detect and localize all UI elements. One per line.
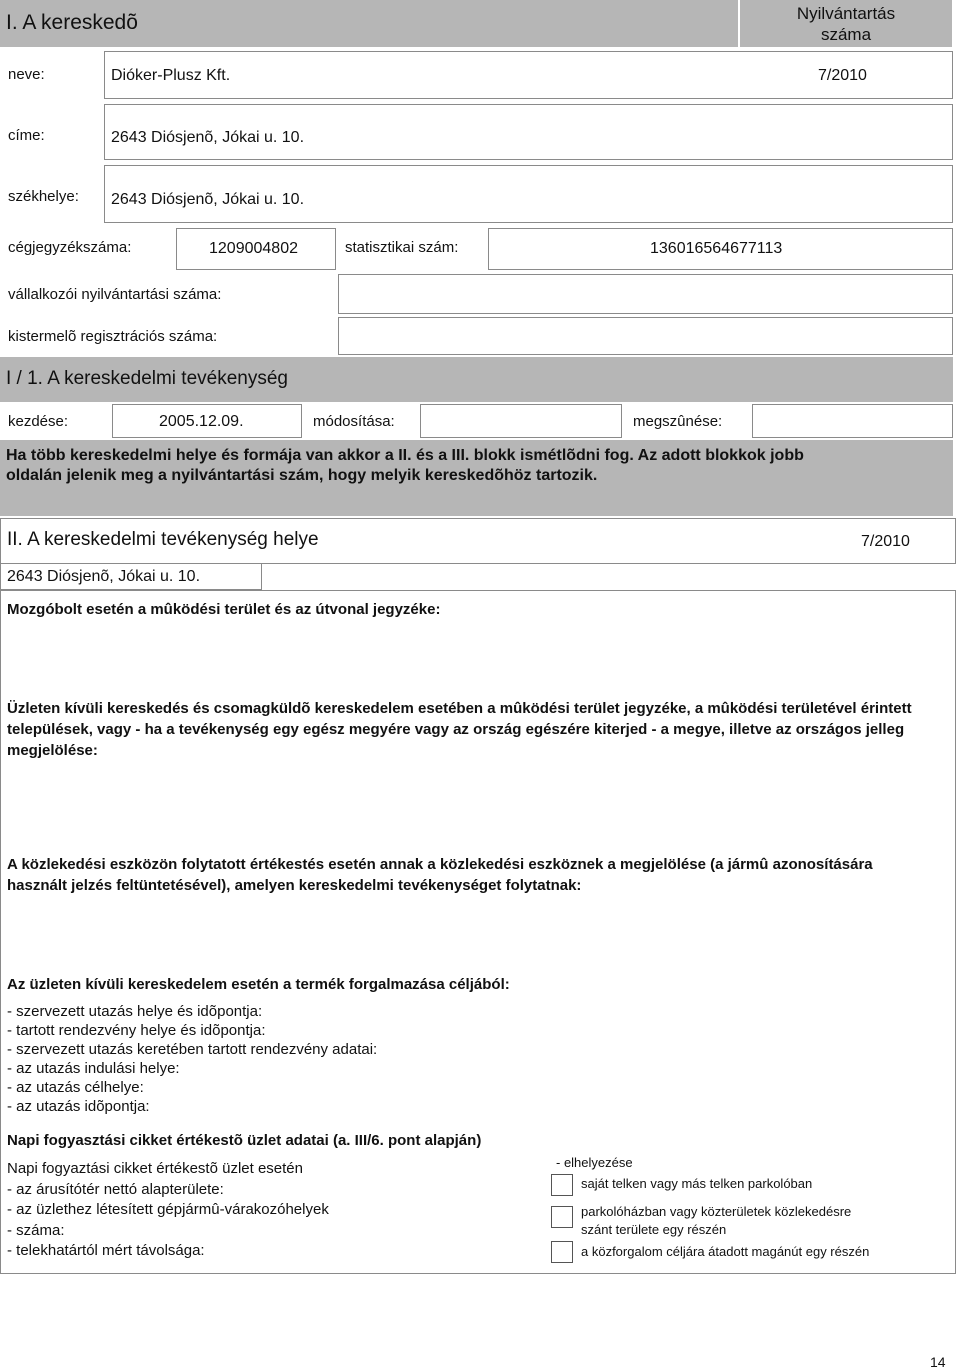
- end-label: megszûnése:: [633, 413, 723, 430]
- list-item: - az utazás célhelye:: [7, 1079, 144, 1096]
- list-item: - szervezett utazás helye és idõpontja:: [7, 1003, 263, 1020]
- reg-number-value: 7/2010: [818, 67, 867, 84]
- reg-label-line2: száma: [820, 25, 872, 44]
- modify-field: [420, 404, 622, 438]
- seat-value: 2643 Diósjenõ, Jókai u. 10.: [111, 191, 305, 208]
- seat-label: székhelye:: [8, 188, 79, 205]
- stat-value: 136016564677113: [650, 240, 783, 257]
- stat-label: statisztikai szám:: [345, 239, 459, 256]
- store-title: Napi fogyasztási cikket értékestõ üzlet adatai (a. III/6. pont alapján): [7, 1132, 482, 1149]
- activity-title: I / 1. A kereskedelmi tevékenység: [6, 368, 288, 389]
- name-field: [104, 51, 953, 99]
- start-label: kezdése:: [8, 413, 69, 430]
- list-item: Napi fogyaztási cikket értékestõ üzlet esetén: [7, 1160, 303, 1177]
- location-address-field: [0, 564, 262, 590]
- list-item: - tartott rendezvény helye és idõpontja:: [7, 1022, 266, 1039]
- start-field: [112, 404, 302, 438]
- entrepreneur-label: vállalkozói nyilvántartási száma:: [8, 286, 222, 303]
- list-item: - telekhatártól mért távolsága:: [7, 1242, 205, 1259]
- start-value: 2005.12.09.: [159, 413, 244, 430]
- list-item: - az árusítótér nettó alapterülete:: [7, 1180, 224, 1198]
- location-details: [0, 590, 956, 1274]
- end-field: [752, 404, 953, 438]
- store-left-list: [7, 1159, 329, 1262]
- company-reg-field: [176, 228, 336, 270]
- address-value: 2643 Diósjenõ, Jókai u. 10.: [111, 129, 305, 146]
- page-number: 14: [930, 1354, 946, 1370]
- placement-label: - elhelyezése: [556, 1155, 633, 1170]
- promo-title: Az üzleten kívüli kereskedelem esetén a termék forgalmazása céljából:: [7, 976, 510, 993]
- farmer-field: [338, 317, 953, 355]
- name-label: neve:: [8, 66, 45, 83]
- vehicle-label: A közlekedési eszközön folytatott értékestés esetén annak a közlekedési eszköznek a megjelölése (a jármû azonosítására használt jelzés feltüntetésével), amelyen kereskedelmi tevékenységet folytatnak:: [7, 856, 873, 894]
- entrepreneur-field: [338, 274, 953, 314]
- list-item: - szervezett utazás keretében tartott rendezvény adatai:: [7, 1041, 378, 1058]
- list-item: - száma:: [7, 1221, 65, 1239]
- company-reg-label: cégjegyzékszáma:: [8, 239, 132, 256]
- modify-label: módosítása:: [313, 413, 395, 430]
- outside-label: Üzleten kívüli kereskedés és csomagküldõ kereskedelem esetében a mûködési terület jegyzéke, a mûködési területével érintett települések, vagy - ha a tevékenység egy egész megyére vagy az ország egészére kiterjed - a megye, illetve az országos jelleg megjelölése:: [7, 700, 912, 759]
- list-item: - az utazás idõpontja:: [7, 1098, 150, 1115]
- promo-list: [7, 1002, 377, 1116]
- option-garage-label: [581, 1203, 851, 1239]
- repeat-note-box: [0, 440, 953, 516]
- company-reg-value: 1209004802: [209, 240, 298, 257]
- repeat-note: Ha több kereskedelmi helye és formája van akkor a II. és a III. blokk ismétlõdni fog. Az adott blokkok jobb oldalán jelenik meg a nyilvántartási szám, hogy melyik kereskedõhöz tartozik.: [6, 447, 804, 484]
- location-header: [0, 518, 956, 564]
- location-address: 2643 Diósjenõ, Jókai u. 10.: [7, 568, 201, 585]
- list-item: - az utazás indulási helye:: [7, 1060, 180, 1077]
- option-garage-line2: szánt területe egy részén: [581, 1222, 727, 1237]
- section-header: [0, 0, 738, 47]
- location-reg-number: 7/2010: [861, 533, 910, 550]
- activity-header: [0, 357, 953, 402]
- farmer-label: kistermelõ regisztrációs száma:: [8, 328, 218, 345]
- option-private-road-checkbox[interactable]: [551, 1241, 573, 1263]
- seat-field: [104, 165, 953, 223]
- option-own-lot-label: saját telken vagy más telken parkolóban: [581, 1176, 813, 1191]
- location-title: II. A kereskedelmi tevékenység helye: [7, 529, 319, 550]
- address-field: [104, 104, 953, 160]
- option-garage-checkbox[interactable]: [551, 1206, 573, 1228]
- stat-field: [488, 228, 953, 270]
- name-value: Dióker-Plusz Kft.: [111, 67, 231, 84]
- address-label: címe:: [8, 127, 45, 144]
- option-private-road-label: a közforgalom céljára átadott magánút egy részén: [581, 1244, 870, 1259]
- list-item: - az üzlethez létesített gépjármû-várakozóhelyek: [7, 1201, 329, 1218]
- section-title: I. A kereskedõ: [6, 11, 138, 34]
- option-garage-line1: parkolóházban vagy közterületek közlekedésre: [581, 1204, 852, 1219]
- reg-number-header: [740, 0, 952, 47]
- mobile-label: Mozgóbolt esetén a mûködési terület és az útvonal jegyzéke:: [7, 601, 441, 618]
- reg-label-line1: Nyilvántartás: [796, 4, 896, 23]
- option-own-lot-checkbox[interactable]: [551, 1174, 573, 1196]
